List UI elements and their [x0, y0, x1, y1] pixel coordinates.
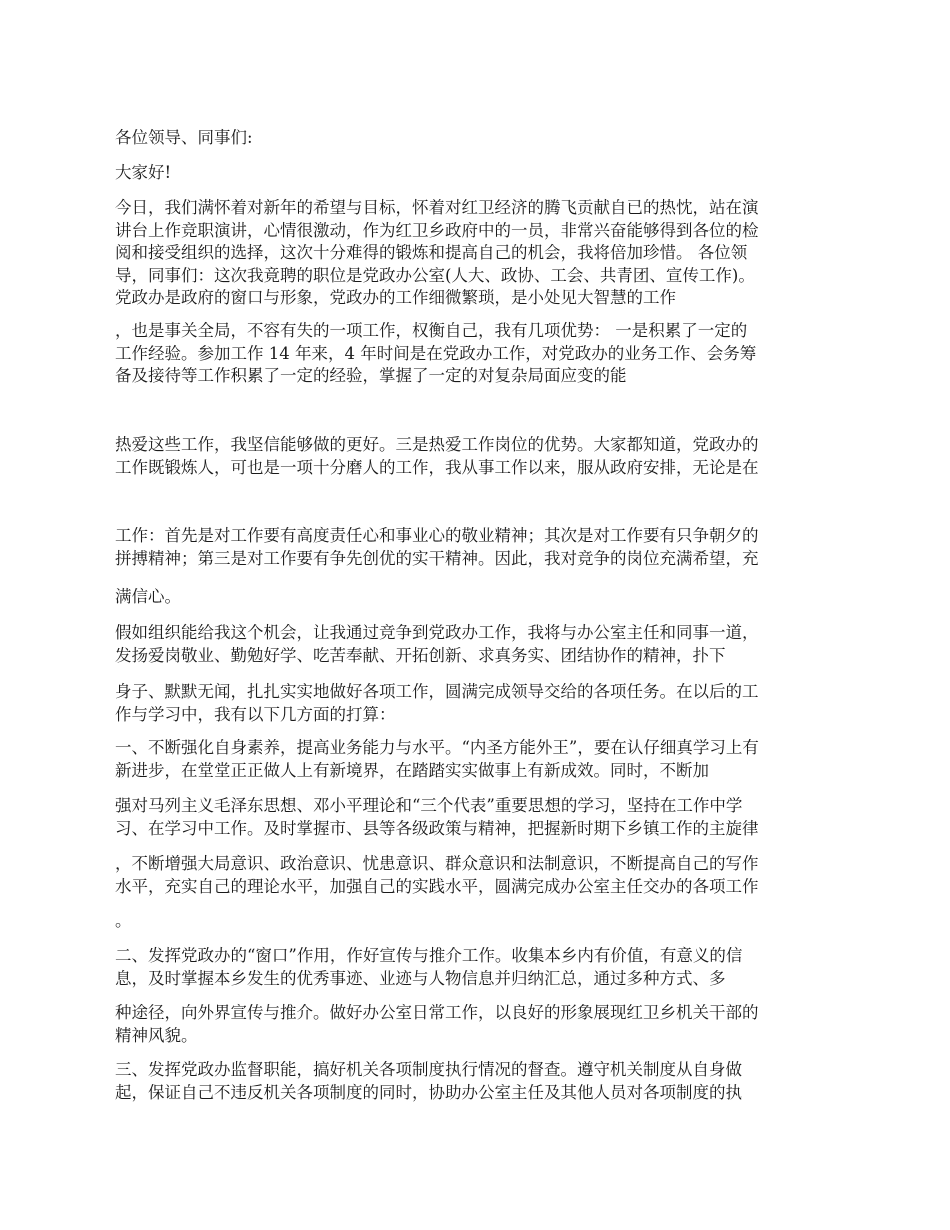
paragraph: 身子、默默无闻，扎扎实实地做好各项工作，圆满完成领导交给的各项任务。在以后的工 作与学习中，我有以下几方面的打算：	[115, 682, 759, 724]
paragraph: 种途径，向外界宣传与推介。做好办公室日常工作，以良好的形象展现红卫乡机关干部的 精神风貌。	[115, 1003, 759, 1045]
paragraph: ，也是事关全局，不容有失的一项工作，权衡自己，我有几项优势： 一是积累了一定的 工作经验。参加工作 14 年来，4 年时间是在党政办工作，对党政办的业务工作、会务筹 备及接待等工作积累了一定的经验，掌握了一定的对复杂局面应变的能	[115, 321, 757, 385]
paragraph: 工作：首先是对工作要有高度责任心和事业心的敬业精神；其次是对工作要有只争朝夕的 拼搏精神；第三是对工作要有争先创优的实干精神。因此，我对竞争的岗位充满希望，充	[115, 526, 759, 568]
paragraph: 假如组织能给我这个机会，让我通过竞争到党政办工作，我将与办公室主任和同事一道， 发扬爱岗敬业、勤勉好学、吃苦奉献、开拓创新、求真务实、团结协作的精神，扑下	[115, 623, 759, 665]
paragraph: 。	[115, 911, 132, 930]
salutation: 各位领导、同事们:	[115, 128, 253, 147]
paragraph: ，不断增强大局意识、政治意识、忧患意识、群众意识和法制意识，不断提高自己的写作 水平，充实自己的理论水平，加强自己的实践水平，圆满完成办公室主任交办的各项工作	[115, 854, 759, 896]
paragraph: 满信心。	[115, 587, 181, 606]
paragraph: 二、发挥党政办的“窗口”作用，作好宣传与推介工作。收集本乡内有价值，有意义的信 息，及时掌握本乡发生的优秀事迹、业迹与人物信息并归纳汇总，通过多种方式、多	[115, 946, 743, 988]
paragraph: 强对马列主义毛泽东思想、邓小平理论和“三个代表”重要思想的学习，坚持在工作中学 习、在学习中工作。及时掌握市、县等各级政策与精神，把握新时期下乡镇工作的主旋律	[115, 796, 759, 838]
paragraph: 热爱这些工作，我坚信能够做的更好。三是热爱工作岗位的优势。大家都知道，党政办的 工作既锻炼人，可也是一项十分磨人的工作，我从事工作以来，服从政府安排，无论是在	[115, 435, 759, 477]
greeting: 大家好!	[115, 163, 172, 182]
paragraph: 一、不断强化自身素养，提高业务能力与水平。“内圣方能外王”，要在认仔细真学习上有 新进步，在堂堂正正做人上有新境界，在踏踏实实做事上有新成效。同时，不断加	[115, 738, 759, 780]
paragraph: 三、发挥党政办监督职能，搞好机关各项制度执行情况的督查。遵守机关制度从自身做 起，保证自己不违反机关各项制度的同时，协助办公室主任及其他人员对各项制度的执	[115, 1060, 742, 1102]
paragraph: 今日，我们满怀着对新年的希望与目标，怀着对红卫经济的腾飞贡献自已的热忱，站在演 讲台上作竞职演讲，心情很激动，作为红卫乡政府中的一员，非常兴奋能够得到各位的检 阅和接受组织的选择，这次十分难得的锻炼和提高自己的机会，我将倍加珍惜。 各位领 导，同事们：这次我竟聘的职位是党政办公室(人大、政协、工会、共青团、宣传工作)。 党政办是政府的窗口与形象，党政办的工作细微繁琐，是小处见大智慧的工作	[115, 198, 759, 307]
